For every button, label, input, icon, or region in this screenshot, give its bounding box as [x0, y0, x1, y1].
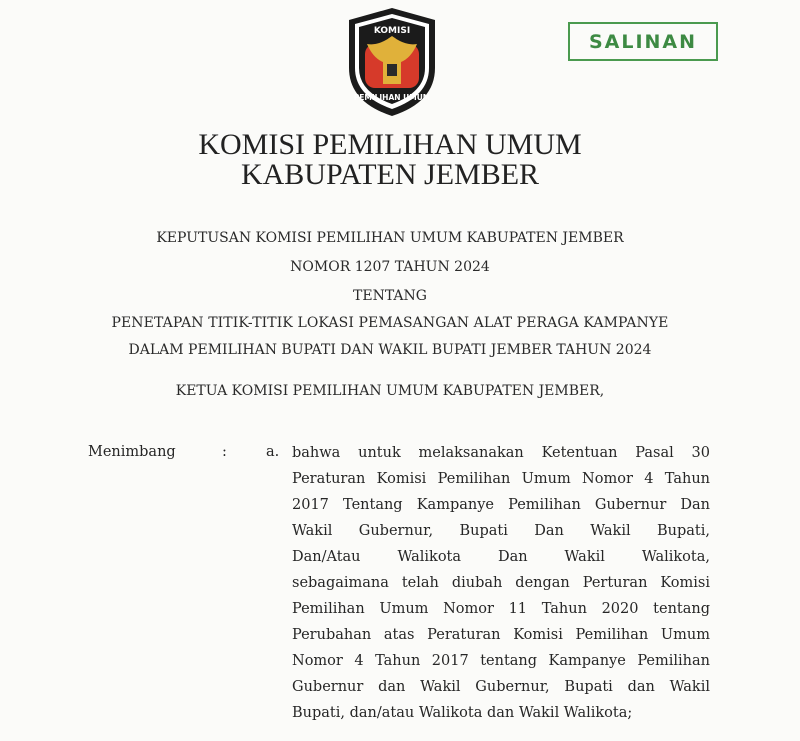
- text-line: Perubahan atas Peraturan Komisi Pemilihan Umum: [292, 627, 710, 643]
- logo-top-text: KOMISI: [373, 26, 411, 36]
- considering-text: [292, 444, 710, 730]
- org-name-line1: KOMISI PEMILIHAN UMUM: [198, 128, 582, 161]
- kpu-logo: [343, 6, 441, 118]
- about-heading: TENTANG: [353, 288, 427, 304]
- text-line: Wakil Gubernur, Bupati Dan Wakil Bupati,: [292, 523, 710, 539]
- text-line: sebagaimana telah diubah dengan Perturan Komisi: [292, 575, 710, 591]
- decision-number: NOMOR 1207 TAHUN 2024: [290, 259, 490, 275]
- considering-label: Menimbang: [88, 444, 176, 460]
- text-line: Nomor 4 Tahun 2017 tentang Kampanye Pemilihan: [292, 653, 710, 669]
- text-line: Peraturan Komisi Pemilihan Umum Nomor 4 Tahun: [292, 471, 710, 487]
- subject-line1: PENETAPAN TITIK-TITIK LOKASI PEMASANGAN ALAT PERAGA KAMPANYE: [111, 315, 669, 331]
- text-line: 2017 Tentang Kampanye Pemilihan Gubernur Dan: [292, 497, 710, 513]
- considering-colon: :: [222, 444, 227, 460]
- text-line: Gubernur dan Wakil Gubernur, Bupati dan Wakil: [292, 679, 710, 695]
- text-line: Pemilihan Umum Nomor 11 Tahun 2020 tentang: [292, 601, 710, 617]
- chairman-line: KETUA KOMISI PEMILIHAN UMUM KABUPATEN JEMBER,: [175, 383, 605, 399]
- point-marker: a.: [266, 444, 280, 460]
- logo-ring-text: PEMILIHAN UMUM: [353, 93, 431, 102]
- text-line: Bupati, dan/atau Walikota dan Wakil Walikota;: [292, 705, 633, 721]
- kpu-emblem-icon: [343, 6, 441, 118]
- decision-title: KEPUTUSAN KOMISI PEMILIHAN UMUM KABUPATEN JEMBER: [156, 230, 624, 246]
- text-line: bahwa untuk melaksanakan Ketentuan Pasal 30: [292, 445, 710, 461]
- salinan-stamp: SALINAN: [568, 22, 718, 61]
- subject-line2: DALAM PEMILIHAN BUPATI DAN WAKIL BUPATI JEMBER TAHUN 2024: [128, 342, 652, 358]
- text-line: Dan/Atau Walikota Dan Wakil Walikota,: [292, 549, 710, 565]
- org-name-line2: KABUPATEN JEMBER: [240, 158, 540, 191]
